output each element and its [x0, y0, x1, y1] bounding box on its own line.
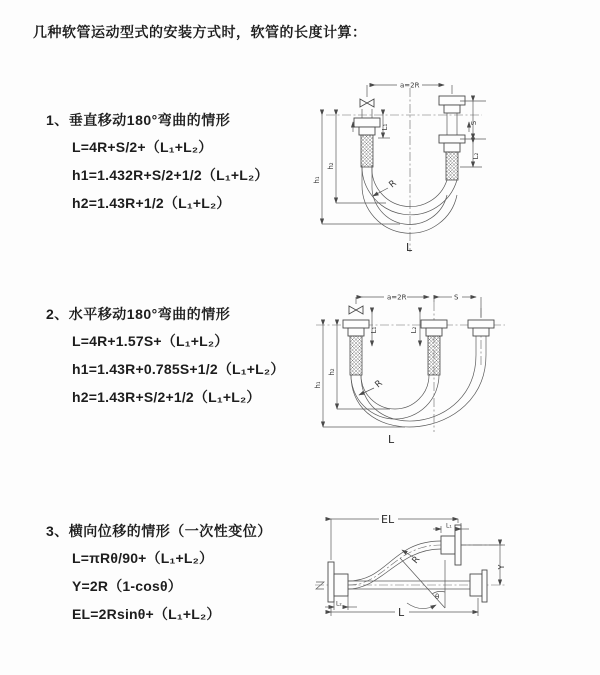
label-a2r: a=2R [387, 293, 407, 302]
label-y: Y [497, 564, 506, 570]
section-1-formula-h1: h1=1.432R+S/2+1/2（L₁+L₂） [72, 167, 269, 183]
hose-u-bends [351, 336, 486, 427]
label-l2: L₂ [472, 152, 480, 160]
label-l1: L₁ [370, 326, 378, 334]
dimension-stroke [460, 101, 486, 167]
braided-hose-section [361, 135, 373, 167]
lower-flange [470, 570, 487, 602]
label-r: R [373, 378, 385, 391]
middle-pipe [421, 320, 447, 375]
section-3-formula-L: L=πRθ/90+（L₁+L₂） [72, 550, 214, 566]
label-h1: h₁ [314, 381, 322, 389]
right-pipe [468, 320, 494, 336]
dimension-end1 [370, 313, 378, 346]
centerline-break-mark [316, 582, 324, 589]
dimension-h2 [327, 115, 386, 203]
label-l: L [398, 606, 405, 619]
valve-icon [360, 99, 374, 107]
diagram-horizontal-180-bend [300, 280, 600, 455]
dimension-end1 [433, 523, 469, 534]
braided-hose-section [446, 152, 458, 180]
section-3-formula-EL: EL=2Rsinθ+（L₁+L₂） [72, 606, 221, 622]
dimension-span [367, 82, 452, 98]
valve-icon [349, 306, 363, 314]
dimension-el [331, 513, 458, 560]
label-l2: L₂ [410, 326, 418, 334]
braided-hose-section [350, 336, 362, 375]
label-r: R [410, 554, 423, 566]
page-title: 几种软管运动型式的安装方式时，软管的长度计算： [33, 24, 367, 40]
section-1-heading: 1、垂直移动180°弯曲的情形 [46, 112, 231, 128]
dimension-end2 [410, 313, 420, 346]
diagram-vertical-180-bend [300, 70, 600, 265]
label-r: R [387, 178, 399, 191]
angle-construction [400, 558, 445, 609]
left-pipe [343, 306, 369, 375]
left-pipe [354, 99, 380, 167]
label-l2: L₂ [336, 600, 342, 608]
label-l1: L₁ [381, 123, 389, 131]
diagram-lateral-displacement [295, 500, 600, 650]
label-theta: θ [435, 593, 440, 601]
label-a2r: a=2R [400, 81, 420, 90]
label-l1: L₁ [446, 522, 452, 530]
label-el: EL [381, 513, 395, 526]
section-3-formula-Y: Y=2R（1-cosθ） [72, 578, 182, 594]
section-2-formula-h1: h1=1.43R+0.785S+1/2（L₁+L₂） [72, 361, 285, 377]
label-s: S [470, 120, 478, 126]
section-3-heading: 3、横向位移的情形（一次性变位） [46, 523, 272, 539]
label-s: S [454, 293, 459, 302]
label-h2: h₂ [328, 368, 336, 376]
section-1-formula-h2: h2=1.43R+1/2（L₁+L₂） [72, 195, 231, 211]
dimension-l [331, 598, 478, 619]
section-2-formula-h2: h2=1.43R+S/2+1/2（L₁+L₂） [72, 389, 261, 405]
right-pipe [439, 96, 465, 180]
dimension-span [356, 294, 481, 319]
section-2-heading: 2、水平移动180°弯曲的情形 [46, 306, 231, 322]
section-1-formula-L: L=4R+S/2+（L₁+L₂） [72, 139, 213, 155]
left-flange [328, 562, 348, 602]
label-l: L [388, 433, 395, 446]
label-h1: h₁ [313, 176, 321, 184]
label-h2: h₂ [327, 162, 335, 170]
hose-u-bend [362, 165, 457, 233]
hose-s-curve [348, 541, 441, 589]
upper-flange [441, 522, 461, 565]
section-2-formula-L: L=4R+1.57S+（L₁+L₂） [72, 333, 229, 349]
braided-hose-section [428, 336, 440, 375]
label-l: L [406, 241, 413, 254]
